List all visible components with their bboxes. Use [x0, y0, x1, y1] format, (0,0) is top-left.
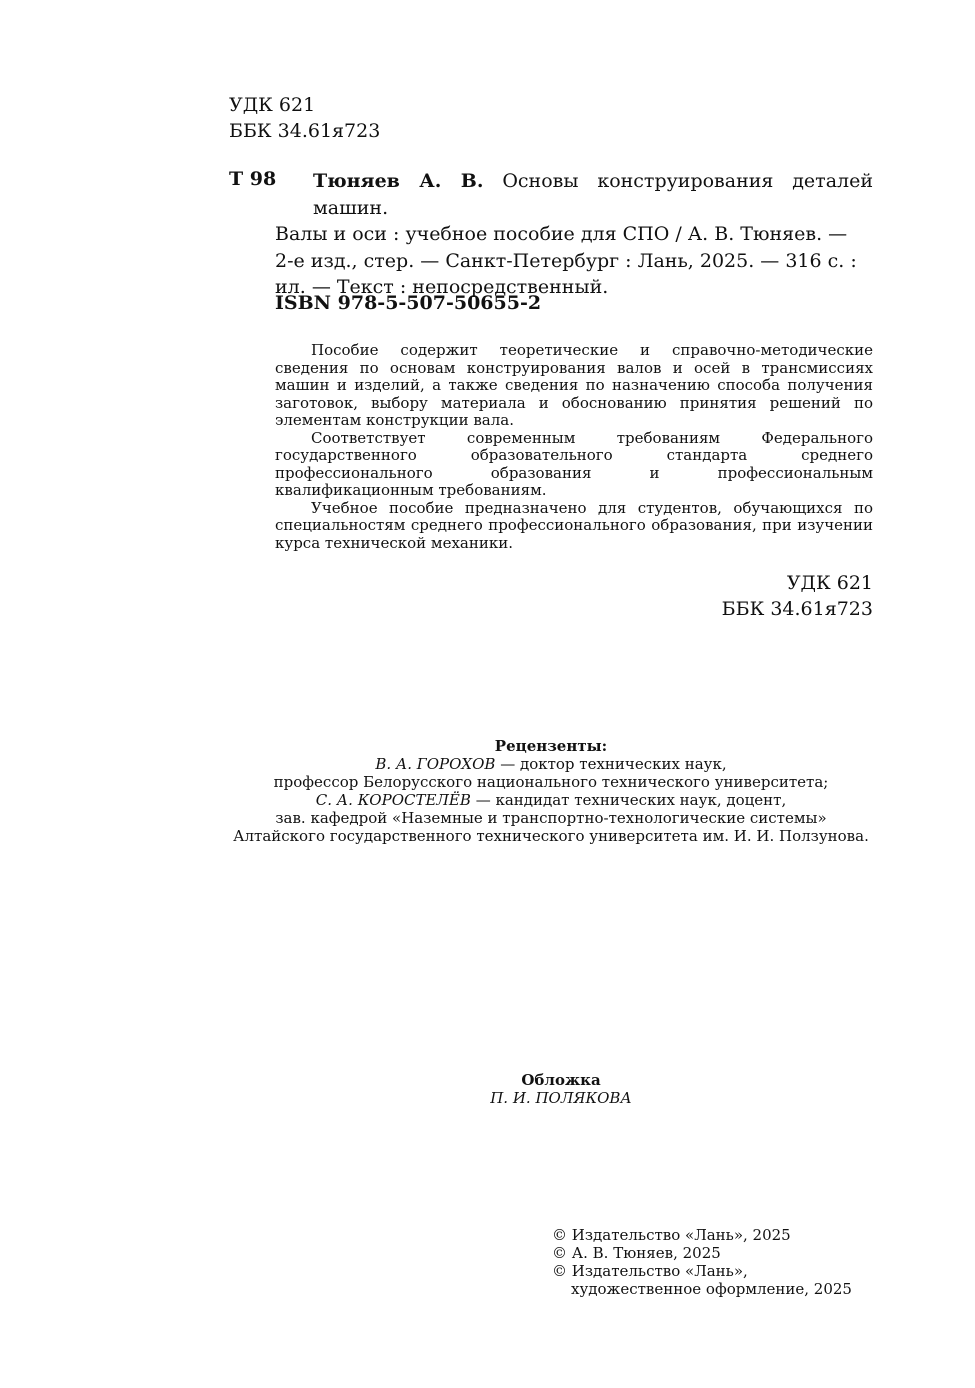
reviewer-2-name: С. А. КОРОСТЕЛЁВ	[315, 791, 471, 809]
copyright-line: © Издательство «Лань», 2025	[552, 1226, 791, 1244]
reviewers-block	[229, 737, 873, 845]
isbn: ISBN 978-5-507-50655-2	[275, 292, 542, 314]
annotation-paragraph: Пособие содержит теоретические и справочно-методические сведения по основам конструирования валов и осей в трансмиссиях машин и изделий, а также сведения по назначению способа получения заготовок, выбору материала и обоснованию принятия решений по элементам конструкции вала.	[275, 341, 873, 429]
udc-code: УДК 621	[229, 94, 316, 116]
bibliographic-record	[275, 168, 873, 301]
annotation	[275, 342, 873, 552]
reviewer-1-affiliation: профессор Белорусского национального технического университета;	[273, 773, 829, 791]
reviewers-heading: Рецензенты:	[494, 737, 608, 755]
copyright-line: художественное оформление, 2025	[571, 1280, 852, 1298]
udc-code: УДК 621	[786, 572, 873, 594]
reviewer-2-title: — кандидат технических наук, доцент,	[470, 791, 787, 809]
author-name: Тюняев А. В.	[313, 170, 484, 192]
classification-block-right	[722, 570, 873, 622]
annotation-paragraph: Соответствует современным требованиям Федерального государственного образовательного стандарта среднего профессионального образования и профессиональным квалификационным требованиям.	[275, 428, 873, 499]
bbk-code: ББК 34.61я723	[721, 598, 873, 620]
biblio-line-4: ил. — Текст : непосредственный.	[275, 276, 609, 298]
biblio-line-3: 2-е изд., стер. — Санкт-Петербург : Лань, 2025. — 316 с. :	[275, 249, 857, 272]
classification-block-top	[229, 92, 380, 144]
reviewer-2-affiliation: Алтайского государственного технического университета им. И. И. Ползунова.	[233, 827, 869, 845]
biblio-line-1: Основы конструирования деталей машин.	[313, 170, 873, 219]
annotation-paragraph: Учебное пособие предназначено для студентов, обучающихся по специальностям среднего профессионального образования, при изучении курса технической механики.	[275, 498, 873, 552]
biblio-line-2: Валы и оси : учебное пособие для СПО / А. В. Тюняев. —	[275, 223, 848, 245]
author-mark: Т 98	[229, 168, 277, 190]
bbk-code: ББК 34.61я723	[229, 120, 381, 142]
cover-credit	[229, 1071, 893, 1107]
copyright-line: © Издательство «Лань»,	[552, 1262, 748, 1280]
copyright-block	[552, 1226, 852, 1298]
cover-heading: Обложка	[521, 1071, 601, 1089]
copyright-line: © А. В. Тюняев, 2025	[552, 1244, 721, 1262]
reviewer-2-department: зав. кафедрой «Наземные и транспортно-технологические системы»	[275, 809, 827, 827]
reviewer-1-title: — доктор технических наук,	[495, 755, 727, 773]
reviewer-1-name: В. А. ГОРОХОВ	[375, 755, 496, 773]
cover-artist: П. И. ПОЛЯКОВА	[490, 1089, 632, 1107]
